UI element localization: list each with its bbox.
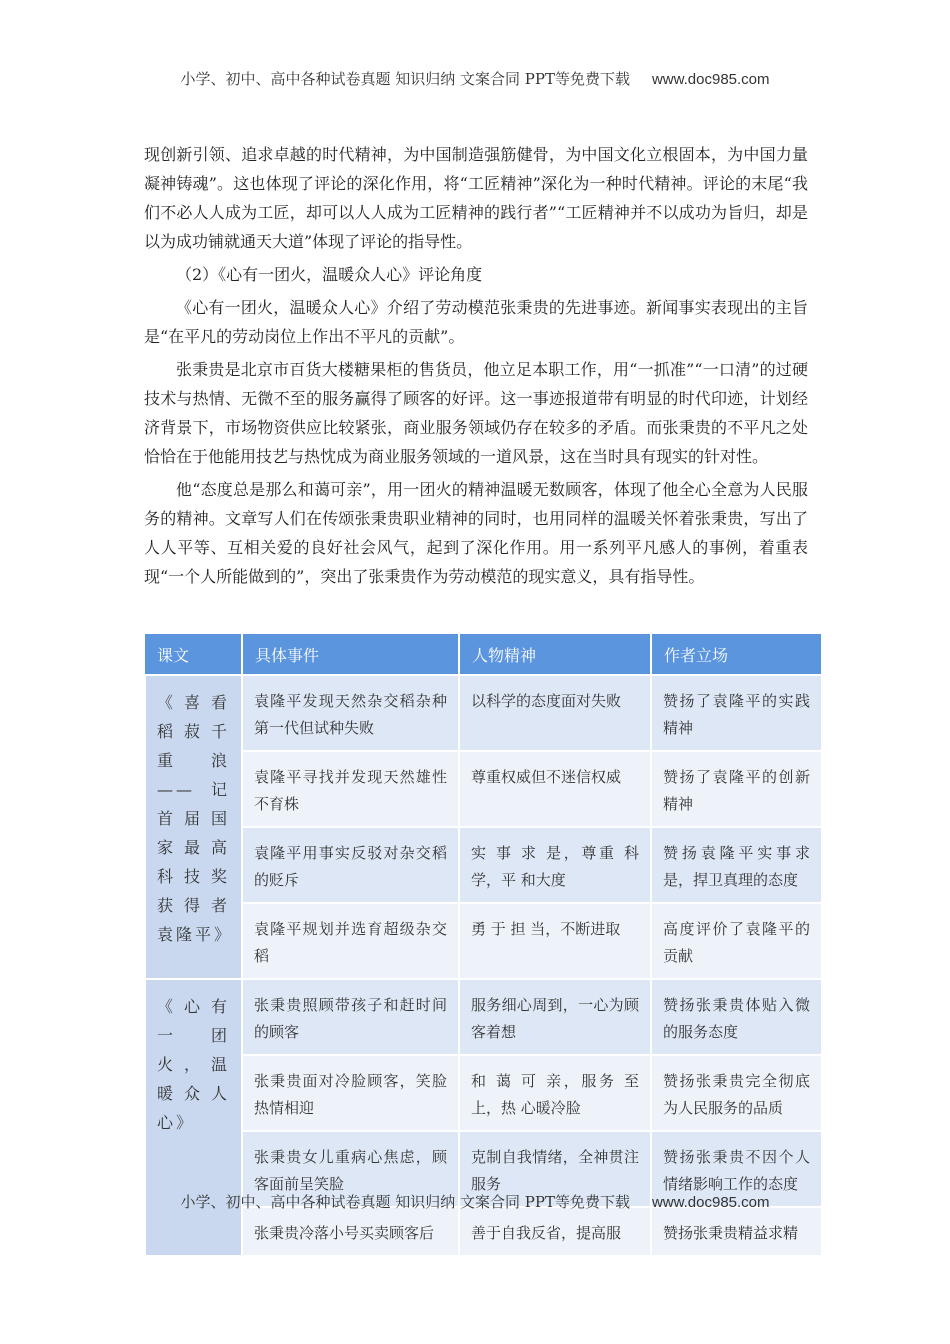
table-cell: 勇 于 担 当，不断进取 [459,903,651,979]
paragraph: 现创新引领、追求卓越的时代精神，为中国制造强筋健骨，为中国文化立根固本，为中国力量凝神铸魂”。这也体现了评论的深化作用，将“工匠精神”深化为一种时代精神。评论的末尾“我们不必人人成为工匠，却可以人人成为工匠精神的践行者”“工匠精神并不以成功为旨归，却是以为成功铺就通天大道”体现了评论的指导性。 [144,145,808,251]
table-cell: 尊重权威但不迷信权威 [459,751,651,827]
table-cell: 赞扬张秉贵不因个人情绪影响工作的态度 [651,1131,822,1207]
column-header: 具体事件 [242,634,459,675]
table-row [145,979,822,1055]
page-header [0,68,950,89]
paragraph: 《心有一团火，温暖众人心》介绍了劳动模范张秉贵的先进事迹。新闻事实表现出的主旨是“在平凡的劳动岗位上作出不平凡的贡献”。 [144,298,808,346]
table-cell: 张秉贵面对冷脸顾客，笑脸热情相迎 [242,1055,459,1131]
table-cell: 以科学的态度面对失败 [459,675,651,751]
table-cell: 高度评价了袁隆平的贡献 [651,903,822,979]
table-row [145,675,822,751]
page-footer [0,1191,950,1212]
footer-url[interactable]: www.doc985.com [651,1194,770,1211]
table-cell: 善于自我反省，提高服 [459,1207,651,1256]
table-header-row [145,634,822,675]
lesson-title: 《心有一团火，温暖众人心》 [145,979,242,1256]
summary-table [144,634,823,1257]
table-cell: 张秉贵冷落小号买卖顾客后 [242,1207,459,1256]
table-cell: 赞扬张秉贵完全彻底为人民服务的品质 [651,1055,822,1131]
table-cell: 张秉贵照顾带孩子和赶时间的顾客 [242,979,459,1055]
header-text: 小学、初中、高中各种试卷真题 知识归纳 文案合同 PPT等免费下载 [180,70,630,88]
table-row [145,903,822,979]
table-cell: 赞扬张秉贵精益求精 [651,1207,822,1256]
table-row [145,827,822,903]
header-url[interactable]: www.doc985.com [651,71,770,88]
paragraph: 他“态度总是那么和蔼可亲”，用一团火的精神温暖无数顾客，体现了他全心全意为人民服务的精神。文章写人们在传颂张秉贵职业精神的同时，也用同样的温暖关怀着张秉贵，写出了人人平等、互相关爱的良好社会风气，起到了深化作用。用一系列平凡感人的事例，着重表现“一个人所能做到的”，突出了张秉贵作为劳动模范的现实意义，具有指导性。 [144,480,808,586]
table-cell: 和 蔼 可 亲，服务 至上，热 心暖冷脸 [459,1055,651,1131]
table-cell: 张秉贵女儿重病心焦虑，顾客面前呈笑脸 [242,1131,459,1207]
table-row [145,1055,822,1131]
table-cell: 袁隆平寻找并发现天然雄性不育株 [242,751,459,827]
table-cell: 赞扬了袁隆平的实践精神 [651,675,822,751]
column-header: 人物精神 [459,634,651,675]
table-cell: 克制自我情绪，全神贯注服务 [459,1131,651,1207]
table-cell: 服务细心周到，一心为顾客着想 [459,979,651,1055]
table-cell: 赞扬袁隆平实事求是，捍卫真理的态度 [651,827,822,903]
table-cell: 袁隆平发现天然杂交稻杂种第一代但试种失败 [242,675,459,751]
table-cell: 实 事 求 是，尊重 科学，平 和大度 [459,827,651,903]
column-header: 作者立场 [651,634,822,675]
table-row [145,751,822,827]
paragraph: 张秉贵是北京市百货大楼糖果柜的售货员，他立足本职工作，用“一抓准”“一口清”的过硬技术与热情、无微不至的服务赢得了顾客的好评。这一事迹报道带有明显的时代印迹，计划经济背景下，市场物资供应比较紧张，商业服务领域仍存在较多的矛盾。而张秉贵的不平凡之处恰恰在于他能用技艺与热忱成为商业服务领域的一道风景，这在当时具有现实的针对性。 [144,360,808,466]
table-cell: 赞扬张秉贵体贴入微的服务态度 [651,979,822,1055]
table-cell: 袁隆平用事实反驳对杂交稻的贬斥 [242,827,459,903]
article-body [144,140,808,591]
table-cell: 赞扬了袁隆平的创新精神 [651,751,822,827]
column-header: 课文 [145,634,242,675]
table-cell: 袁隆平规划并选育超级杂交稻 [242,903,459,979]
table-row [145,1207,822,1256]
lesson-title: 《喜看稻菽千重浪——记首届国家最高科技奖获得者袁隆平》 [145,675,242,979]
footer-text: 小学、初中、高中各种试卷真题 知识归纳 文案合同 PPT等免费下载 [180,1193,630,1211]
section-heading: （2）《心有一团火，温暖众人心》评论角度 [176,265,483,284]
